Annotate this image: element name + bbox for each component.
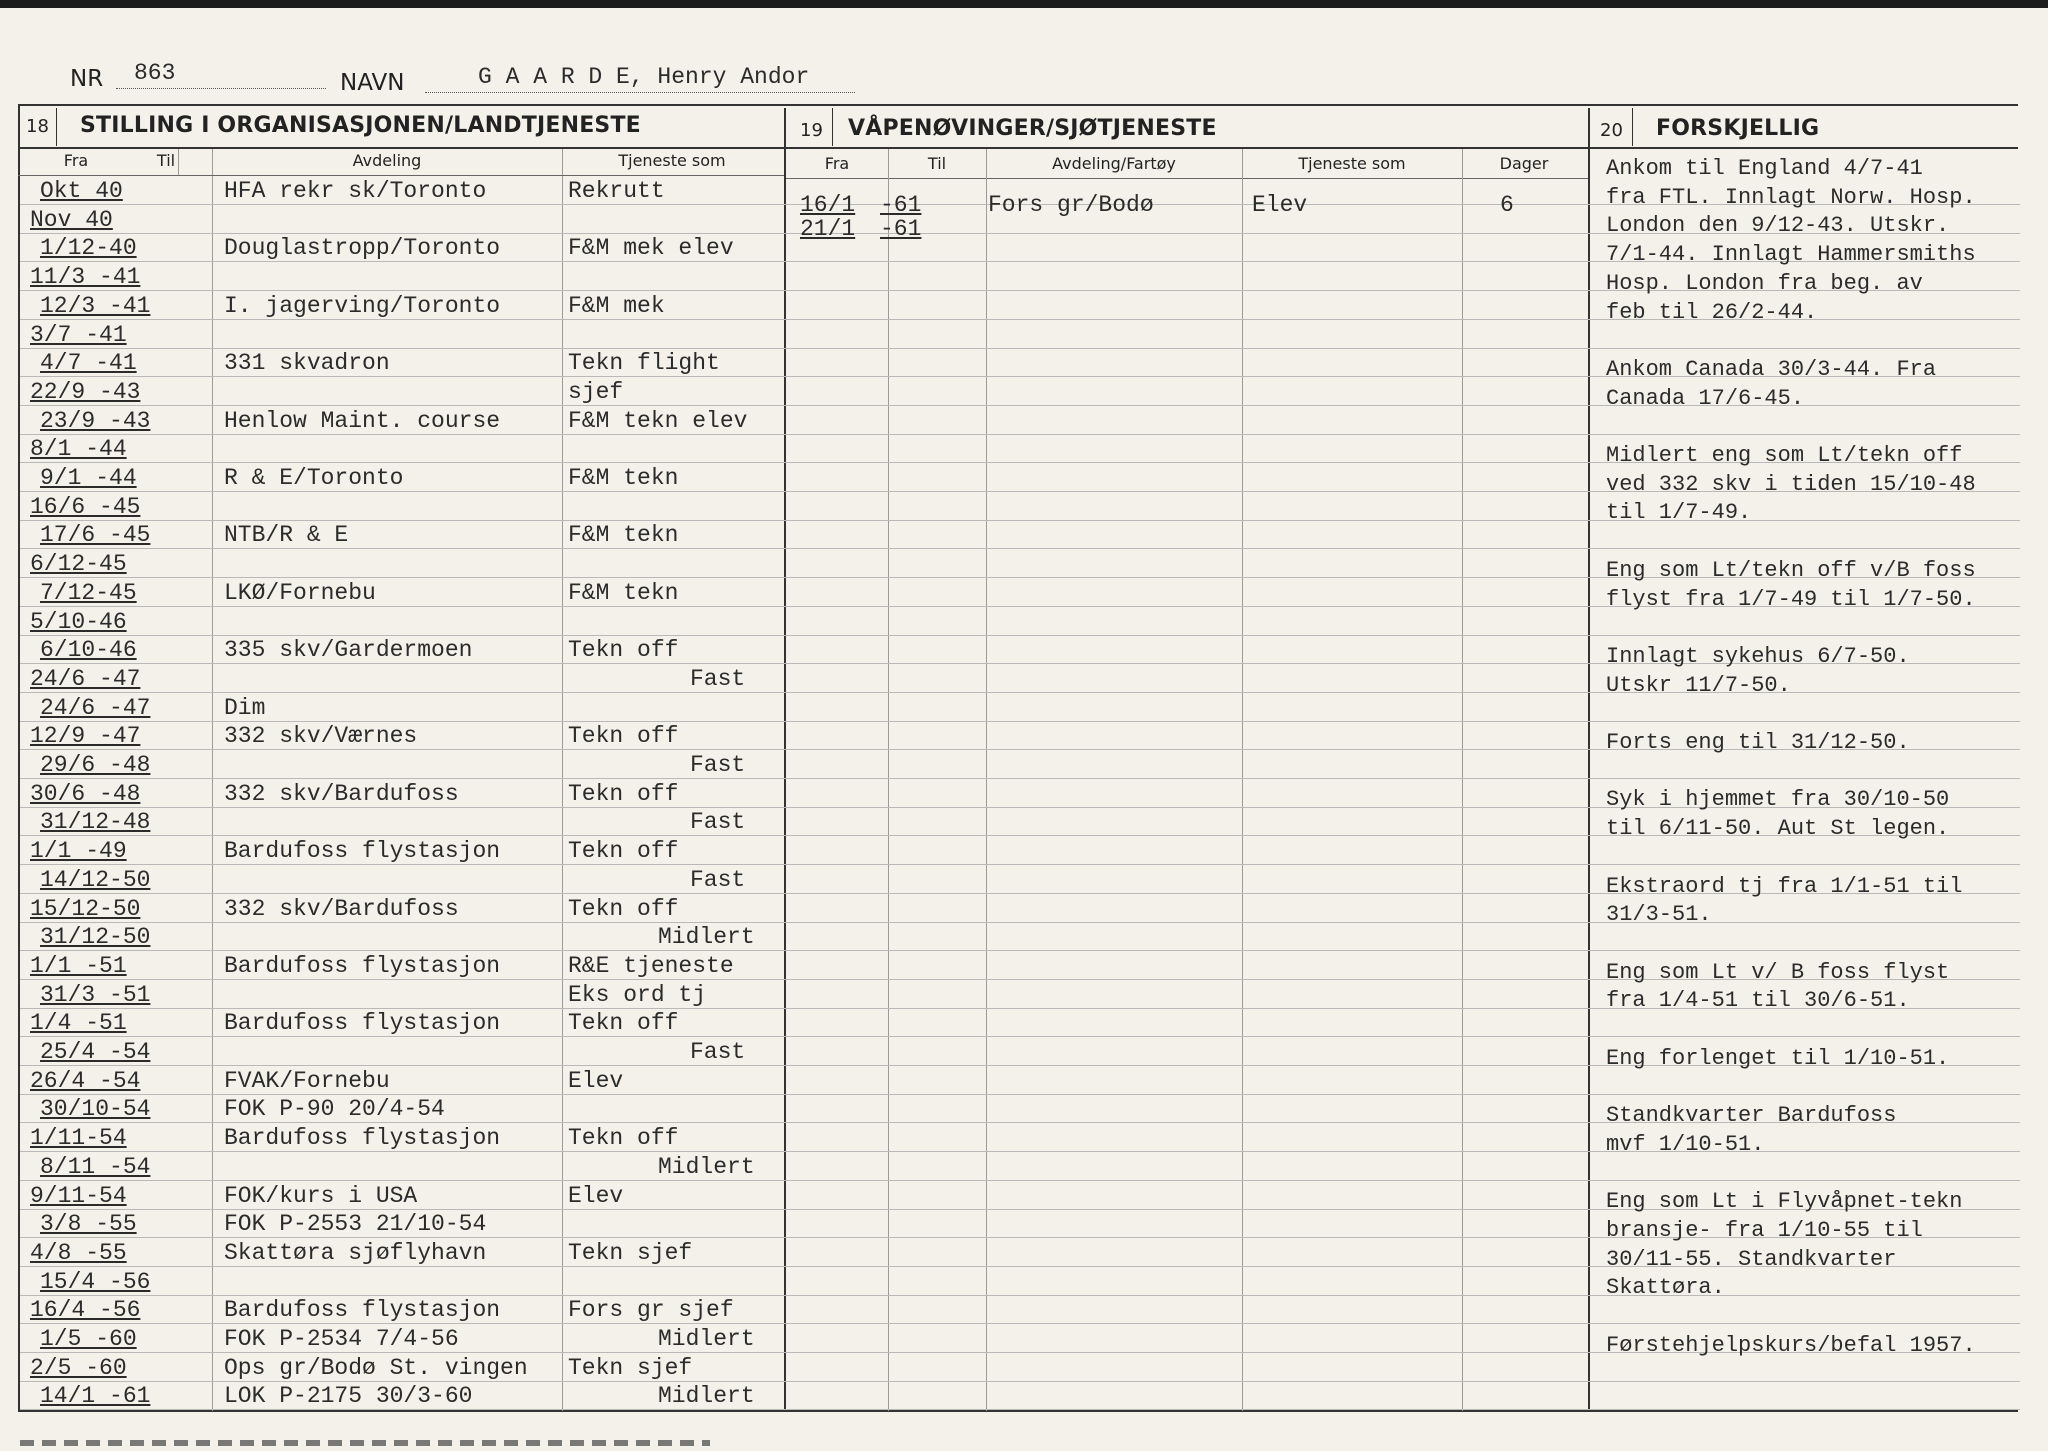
section-18-number: 18 bbox=[26, 116, 49, 137]
s20-line: Standkvarter Bardufoss bbox=[1606, 1103, 1897, 1128]
s20-line: Canada 17/6-45. bbox=[1606, 386, 1805, 411]
s18-date: 3/8 -55 bbox=[40, 1211, 137, 1237]
s20-line: Eng forlenget til 1/10-51. bbox=[1606, 1046, 1950, 1071]
s18-date: 30/10-54 bbox=[40, 1096, 151, 1122]
left-border bbox=[18, 104, 20, 1412]
s18-date: 22/9 -43 bbox=[30, 379, 141, 405]
col-avdeling: Avdeling bbox=[352, 151, 422, 170]
s18-tjeneste: Tekn off bbox=[568, 1125, 679, 1151]
s18-tjeneste: Elev bbox=[568, 1068, 624, 1094]
s18-avdeling: Bardufoss flystasjon bbox=[224, 1125, 501, 1151]
s20-line: Utskr 11/7-50. bbox=[1606, 673, 1791, 698]
s18-date: 1/4 -51 bbox=[30, 1010, 127, 1036]
section-20-title: FORSKJELLIG bbox=[1656, 116, 1820, 141]
section-19-title: VÅPENØVINGER/SJØTJENESTE bbox=[848, 116, 1217, 141]
s20-line: London den 9/12-43. Utskr. bbox=[1606, 213, 1950, 238]
s19-avdeling-1: Fors gr/Bodø bbox=[988, 192, 1154, 218]
s18-avdeling: 331 skvadron bbox=[224, 350, 390, 376]
navn-value: G A A R D E, Henry Andor bbox=[478, 64, 810, 90]
s18-tjeneste: Midlert bbox=[658, 1326, 755, 1352]
navn-label: NAVN bbox=[340, 70, 405, 96]
s18-avdeling: R & E/Toronto bbox=[224, 465, 404, 491]
s18-tjeneste: Fast bbox=[690, 752, 746, 778]
s18-avdeling: Skattøra sjøflyhavn bbox=[224, 1240, 487, 1266]
col-19-avdeling: Avdeling/Fartøy bbox=[1052, 154, 1176, 173]
s18-tjeneste: F&M mek bbox=[568, 293, 665, 319]
s18-date: 1/1 -51 bbox=[30, 953, 127, 979]
s18-date: 2/5 -60 bbox=[30, 1355, 127, 1381]
s18-avdeling: 332 skv/Bardufoss bbox=[224, 781, 459, 807]
s20-line: Hosp. London fra beg. av bbox=[1606, 271, 1923, 296]
s18-date: 5/10-46 bbox=[30, 609, 127, 635]
s18-tjeneste: F&M tekn elev bbox=[568, 408, 748, 434]
s18-date: 26/4 -54 bbox=[30, 1068, 141, 1094]
personnel-record-card bbox=[0, 8, 2048, 1451]
s18-tjeneste: F&M mek elev bbox=[568, 235, 734, 261]
s20-line: fra 1/4-51 til 30/6-51. bbox=[1606, 988, 1910, 1013]
nr-value: 863 bbox=[134, 60, 176, 86]
s18-date: 14/1 -61 bbox=[40, 1383, 151, 1409]
col-19-til: Til bbox=[927, 154, 947, 173]
s18-tjeneste: Tekn off bbox=[568, 896, 679, 922]
s18-date: 6/10-46 bbox=[40, 637, 137, 663]
s20-line: bransje- fra 1/10-55 til bbox=[1606, 1218, 1923, 1243]
s18-date: 8/1 -44 bbox=[30, 436, 127, 462]
s20-line: flyst fra 1/7-49 til 1/7-50. bbox=[1606, 587, 1976, 612]
s18-date: 17/6 -45 bbox=[40, 522, 151, 548]
s18-avdeling: Bardufoss flystasjon bbox=[224, 1297, 501, 1323]
s20-line: 31/3-51. bbox=[1606, 902, 1712, 927]
s18-tjeneste: Fast bbox=[690, 1039, 746, 1065]
s20-line: Ankom til England 4/7-41 bbox=[1606, 156, 1923, 181]
section-18-title: STILLING I ORGANISASJONEN/LANDTJENESTE bbox=[80, 113, 641, 138]
section-title-underline bbox=[18, 147, 1588, 149]
s20-line: Eng som Lt i Flyvåpnet-tekn bbox=[1606, 1189, 1963, 1214]
s18-tjeneste: F&M tekn bbox=[568, 580, 679, 606]
top-border bbox=[18, 104, 2018, 106]
s18-date: 29/6 -48 bbox=[40, 752, 151, 778]
s18-avdeling: 332 skv/Bardufoss bbox=[224, 896, 459, 922]
s18-date: 24/6 -47 bbox=[40, 695, 151, 721]
s18-date: 1/5 -60 bbox=[40, 1326, 137, 1352]
s18-tjeneste: Rekrutt bbox=[568, 178, 665, 204]
col-fra: Fra bbox=[63, 151, 89, 170]
s18-date: 12/9 -47 bbox=[30, 723, 141, 749]
s18-date: 8/11 -54 bbox=[40, 1154, 151, 1180]
divider-19-20 bbox=[1588, 108, 1590, 1410]
s18-date: 3/7 -41 bbox=[30, 322, 127, 348]
col-19-fra: Fra bbox=[824, 154, 850, 173]
s19-tjeneste-1: Elev bbox=[1252, 192, 1308, 218]
s20-line: til 1/7-49. bbox=[1606, 500, 1752, 525]
s20-line: Forts eng til 31/12-50. bbox=[1606, 730, 1910, 755]
section-20-number: 20 bbox=[1600, 120, 1623, 141]
s18-avdeling: Bardufoss flystasjon bbox=[224, 953, 501, 979]
s18-tjeneste: Tekn off bbox=[568, 723, 679, 749]
s18-avdeling: LOK P-2175 30/3-60 bbox=[224, 1383, 473, 1409]
s18-avdeling: FOK P-2534 7/4-56 bbox=[224, 1326, 459, 1352]
s18-avdeling: Dim bbox=[224, 695, 266, 721]
s19-fra-1: 16/1 bbox=[800, 192, 856, 218]
col-til: Til bbox=[156, 151, 176, 170]
s20-line: 7/1-44. Innlagt Hammersmiths bbox=[1606, 242, 1976, 267]
s18-avdeling: Douglastropp/Toronto bbox=[224, 235, 501, 261]
s18-date: 16/6 -45 bbox=[30, 494, 141, 520]
s20-line: fra FTL. Innlagt Norw. Hosp. bbox=[1606, 185, 1976, 210]
s18-tjeneste: Fast bbox=[690, 867, 746, 893]
s20-line: Ekstraord tj fra 1/1-51 til bbox=[1606, 874, 1963, 899]
s18-avdeling: FVAK/Fornebu bbox=[224, 1068, 390, 1094]
s19-fra-2: 21/1 bbox=[800, 216, 856, 242]
s18-tjeneste: R&E tjeneste bbox=[568, 953, 734, 979]
s19-til-2: -61 bbox=[880, 216, 922, 242]
s18-date: 16/4 -56 bbox=[30, 1297, 141, 1323]
s18-tjeneste: Fors gr sjef bbox=[568, 1297, 734, 1323]
s20-line: ved 332 skv i tiden 15/10-48 bbox=[1606, 472, 1976, 497]
s20-line: feb til 26/2-44. bbox=[1606, 300, 1818, 325]
s18-date: 24/6 -47 bbox=[30, 666, 141, 692]
s18-avdeling: 335 skv/Gardermoen bbox=[224, 637, 473, 663]
s18-tjeneste: Elev bbox=[568, 1183, 624, 1209]
nr-label: NR bbox=[70, 66, 104, 92]
s18-date: 4/8 -55 bbox=[30, 1240, 127, 1266]
s19-til-1: -61 bbox=[880, 192, 922, 218]
s20-line: Ankom Canada 30/3-44. Fra bbox=[1606, 357, 1937, 382]
s18-date: 14/12-50 bbox=[40, 867, 151, 893]
s18-tjeneste: Tekn flight bbox=[568, 350, 720, 376]
s20-line: Førstehjelpskurs/befal 1957. bbox=[1606, 1333, 1976, 1358]
s20-line: Syk i hjemmet fra 30/10-50 bbox=[1606, 787, 1950, 812]
s18-date: Okt 40 bbox=[40, 178, 123, 204]
s20-line: Innlagt sykehus 6/7-50. bbox=[1606, 644, 1910, 669]
s18-date: 31/12-48 bbox=[40, 809, 151, 835]
s18-tjeneste: Tekn off bbox=[568, 781, 679, 807]
s18-tjeneste: Midlert bbox=[658, 1383, 755, 1409]
s18-date: 15/4 -56 bbox=[40, 1269, 151, 1295]
s18-date: 30/6 -48 bbox=[30, 781, 141, 807]
s18-date: 23/9 -43 bbox=[40, 408, 151, 434]
s18-date: 15/12-50 bbox=[30, 896, 141, 922]
s18-date: 6/12-45 bbox=[30, 551, 127, 577]
torn-edge-marks bbox=[20, 1440, 710, 1446]
s19-dager-1: 6 bbox=[1500, 192, 1514, 218]
s18-date: 12/3 -41 bbox=[40, 293, 151, 319]
s18-avdeling: Bardufoss flystasjon bbox=[224, 1010, 501, 1036]
s18-avdeling: FOK P-2553 21/10-54 bbox=[224, 1211, 487, 1237]
s18-date: 1/1 -49 bbox=[30, 838, 127, 864]
s18-tjeneste: F&M tekn bbox=[568, 465, 679, 491]
s20-line: Eng som Lt/tekn off v/B foss bbox=[1606, 558, 1976, 583]
s18-avdeling: HFA rekr sk/Toronto bbox=[224, 178, 487, 204]
s20-line: mvf 1/10-51. bbox=[1606, 1132, 1765, 1157]
s18-avdeling: FOK/kurs i USA bbox=[224, 1183, 418, 1209]
s18-tjeneste: Fast bbox=[690, 809, 746, 835]
col-19-tjeneste: Tjeneste som bbox=[1298, 154, 1406, 173]
s18-tjeneste: Tekn sjef bbox=[568, 1355, 693, 1381]
s18-tjeneste: Eks ord tj bbox=[568, 982, 707, 1008]
s18-tjeneste: Midlert bbox=[658, 924, 755, 950]
s20-line: Midlert eng som Lt/tekn off bbox=[1606, 443, 1963, 468]
s18-tjeneste: Tekn off bbox=[568, 1010, 679, 1036]
s18-avdeling: Ops gr/Bodø St. vingen bbox=[224, 1355, 528, 1381]
s18-avdeling: NTB/R & E bbox=[224, 522, 349, 548]
divider-18-19 bbox=[784, 108, 786, 1410]
s18-date: 1/12-40 bbox=[40, 235, 137, 261]
s18-date: 25/4 -54 bbox=[40, 1039, 151, 1065]
col-tjeneste-som: Tjeneste som bbox=[618, 151, 726, 170]
s18-avdeling: FOK P-90 20/4-54 bbox=[224, 1096, 445, 1122]
s20-line: 30/11-55. Standkvarter bbox=[1606, 1247, 1897, 1272]
col-19-dager: Dager bbox=[1499, 154, 1549, 173]
s18-date: 31/12-50 bbox=[40, 924, 151, 950]
s18-avdeling: Bardufoss flystasjon bbox=[224, 838, 501, 864]
s18-tjeneste: Tekn sjef bbox=[568, 1240, 693, 1266]
s18-tjeneste: Tekn off bbox=[568, 637, 679, 663]
s18-tjeneste: Midlert bbox=[658, 1154, 755, 1180]
s18-avdeling: I. jagerving/Toronto bbox=[224, 293, 501, 319]
s18-tjeneste: Fast bbox=[690, 666, 746, 692]
s18-date: 11/3 -41 bbox=[30, 264, 141, 290]
s18-avdeling: 332 skv/Værnes bbox=[224, 723, 418, 749]
s18-date: 1/11-54 bbox=[30, 1125, 127, 1151]
s18-tjeneste: sjef bbox=[568, 379, 624, 405]
s18-avdeling: Henlow Maint. course bbox=[224, 408, 501, 434]
s20-line: Eng som Lt v/ B foss flyst bbox=[1606, 960, 1950, 985]
s18-date: Nov 40 bbox=[30, 207, 113, 233]
s20-line: til 6/11-50. Aut St legen. bbox=[1606, 816, 1950, 841]
s18-tjeneste: F&M tekn bbox=[568, 522, 679, 548]
s18-tjeneste: Tekn off bbox=[568, 838, 679, 864]
bottom-border bbox=[18, 1410, 2018, 1412]
s18-date: 31/3 -51 bbox=[40, 982, 151, 1008]
s18-date: 7/12-45 bbox=[40, 580, 137, 606]
section-19-number: 19 bbox=[800, 120, 823, 141]
s18-avdeling: LKØ/Fornebu bbox=[224, 580, 376, 606]
s18-date: 9/1 -44 bbox=[40, 465, 137, 491]
s20-line: Skattøra. bbox=[1606, 1275, 1725, 1300]
s18-date: 4/7 -41 bbox=[40, 350, 137, 376]
s18-date: 9/11-54 bbox=[30, 1183, 127, 1209]
